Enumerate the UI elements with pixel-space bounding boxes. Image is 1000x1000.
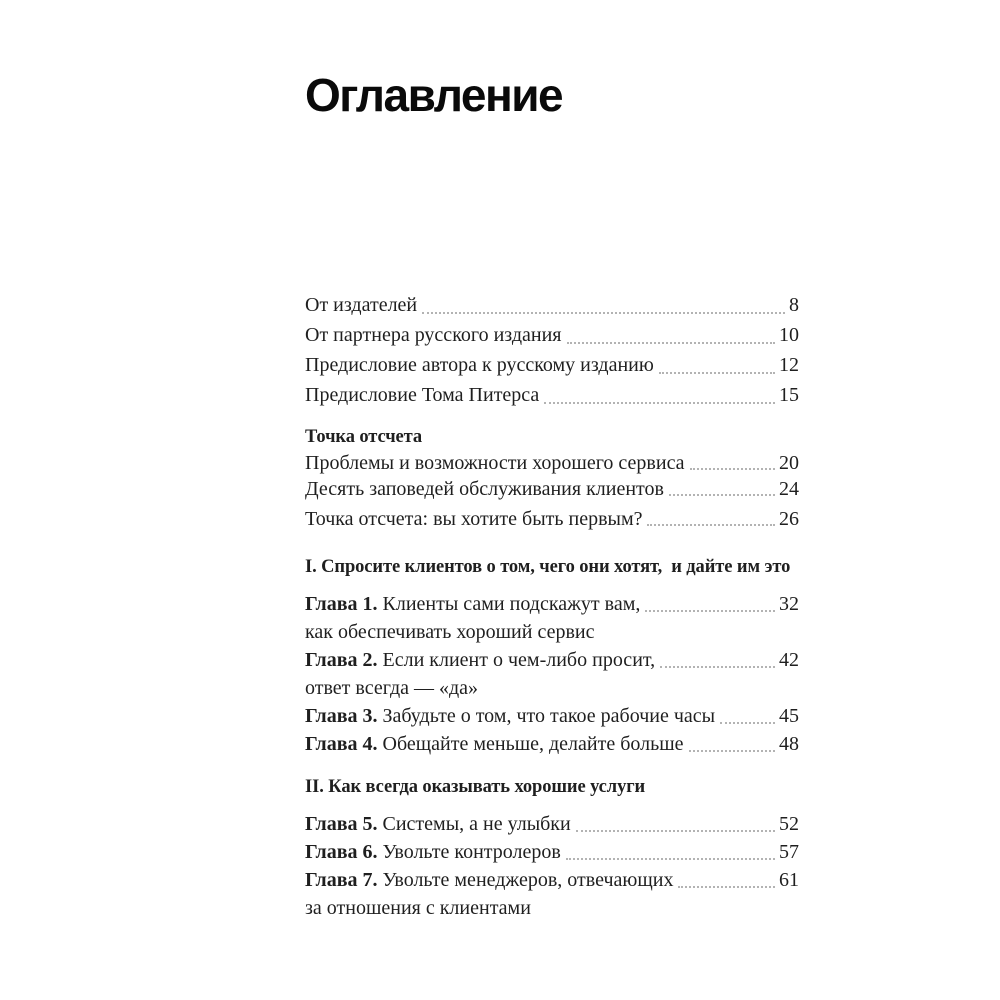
dot-leader [689, 750, 776, 752]
toc-entry-row [305, 380, 799, 410]
toc-entry [305, 810, 799, 838]
dot-leader [690, 468, 775, 470]
toc-entry-row [305, 450, 799, 476]
toc-entry-text: Глава 6. Увольте контролеров [305, 841, 561, 863]
toc-entry-text: Глава 2. Если клиент о чем-либо просит, [305, 649, 656, 671]
toc-entry-text: Глава 1. Клиенты сами подскажут вам, [305, 593, 641, 615]
toc-entry [305, 320, 799, 350]
dot-leader [544, 402, 775, 404]
toc-entry-text: Глава 5. Системы, а не улыбки [305, 813, 571, 835]
toc-page-number: 15 [779, 384, 799, 406]
toc-section [305, 554, 799, 758]
toc-entry-text: Точка отсчета: вы хотите быть первым? [305, 508, 643, 530]
dot-leader [659, 372, 775, 374]
dot-leader [647, 524, 775, 526]
toc-page-number: 52 [779, 813, 799, 835]
toc-entry [305, 450, 799, 476]
toc-entry-row [305, 506, 799, 532]
toc-entry-row [305, 810, 799, 838]
toc-section [305, 290, 799, 410]
toc-page-number: 32 [779, 593, 799, 615]
toc-entry-row [305, 866, 799, 894]
dot-leader [720, 722, 775, 724]
toc-entry-row [305, 590, 799, 618]
dot-leader [566, 858, 775, 860]
toc-entry-chapter-label: Глава 1. [305, 593, 383, 615]
toc-page-number: 20 [779, 452, 799, 474]
toc-page-number: 45 [779, 705, 799, 727]
toc-page-number: 12 [779, 354, 799, 376]
toc-entry-text: Предисловие автора к русскому изданию [305, 354, 654, 376]
table-of-contents [305, 290, 799, 922]
dot-leader [669, 494, 775, 496]
toc-entry-text: Глава 3. Забудьте о том, что такое рабочие часы [305, 705, 716, 727]
toc-entry-text: От издателей [305, 294, 418, 316]
toc-entry-chapter-label: Глава 7. [305, 869, 383, 891]
toc-section [305, 774, 799, 922]
toc-entry-continuation: ответ всегда — «да» [305, 677, 479, 699]
toc-entry [305, 290, 799, 320]
toc-content [305, 69, 799, 922]
toc-entry-row [305, 320, 799, 350]
toc-section-heading: Точка отсчета [305, 427, 423, 447]
toc-entry-text: Глава 4. Обещайте меньше, делайте больше [305, 733, 684, 755]
dot-leader [422, 312, 785, 314]
toc-page-number: 61 [779, 869, 799, 891]
toc-entry [305, 476, 799, 502]
toc-entry-row [305, 838, 799, 866]
toc-entry-row [305, 702, 799, 730]
dot-leader [567, 342, 776, 344]
toc-entry [305, 350, 799, 380]
toc-entry-continuation: за отношения с клиентами [305, 897, 531, 919]
toc-entry-text: Предисловие Тома Питерса [305, 384, 540, 406]
toc-entry-chapter-label: Глава 5. [305, 813, 383, 835]
toc-page-number: 42 [779, 649, 799, 671]
toc-page-number: 10 [779, 324, 799, 346]
toc-page-number: 8 [789, 294, 799, 316]
toc-entry-chapter-label: Глава 4. [305, 733, 383, 755]
toc-section-heading: II. Как всегда оказывать хорошие услуги [305, 777, 646, 797]
toc-entry-row [305, 350, 799, 380]
page-title: Оглавление [305, 69, 563, 121]
toc-entry-continuation: как обеспечивать хороший сервис [305, 621, 595, 643]
toc-entry-chapter-label: Глава 6. [305, 841, 383, 863]
toc-entry [305, 838, 799, 866]
toc-entry-row [305, 730, 799, 758]
toc-page-number: 26 [779, 508, 799, 530]
toc-page-number: 57 [779, 841, 799, 863]
dot-leader [660, 666, 775, 668]
toc-section-heading: I. Спросите клиентов о том, чего они хотят, и дайте им это [305, 557, 791, 577]
dot-leader [645, 610, 775, 612]
toc-entry-text: От партнера русского издания [305, 324, 562, 346]
toc-entry-text: Глава 7. Увольте менеджеров, отвечающих [305, 869, 674, 891]
toc-entry-text: Проблемы и возможности хорошего сервиса [305, 452, 685, 474]
toc-entry-row [305, 646, 799, 674]
toc-entry [305, 380, 799, 410]
toc-entry [305, 866, 799, 922]
toc-entry [305, 506, 799, 532]
toc-entry [305, 730, 799, 758]
toc-entry-chapter-label: Глава 2. [305, 649, 383, 671]
toc-page-number: 48 [779, 733, 799, 755]
toc-entry-text: Десять заповедей обслуживания клиентов [305, 478, 664, 500]
toc-page-number: 24 [779, 478, 799, 500]
dot-leader [576, 830, 775, 832]
toc-entry-chapter-label: Глава 3. [305, 705, 383, 727]
toc-entry-row [305, 290, 799, 320]
toc-entry [305, 646, 799, 702]
toc-entry [305, 590, 799, 646]
dot-leader [678, 886, 775, 888]
toc-entry [305, 702, 799, 730]
toc-entry-row [305, 476, 799, 502]
toc-section [305, 424, 799, 532]
